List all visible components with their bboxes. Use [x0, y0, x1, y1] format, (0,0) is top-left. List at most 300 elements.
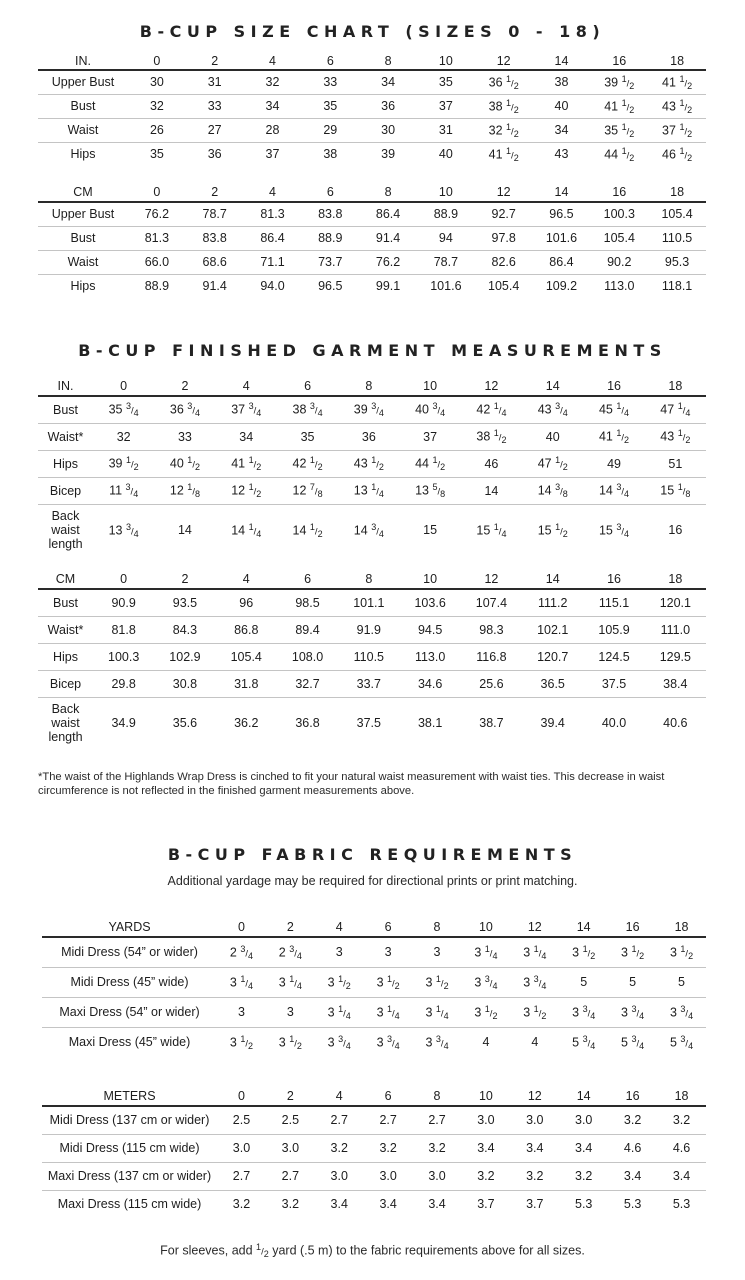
measurement-cell: 47 $^1/_4$	[645, 396, 706, 423]
row-label: Midi Dress (45” wide)	[42, 967, 217, 997]
size-header: 8	[413, 918, 462, 937]
measurement-cell: 16	[668, 523, 683, 538]
measurement-cell: 43 $^3/_4$	[522, 396, 583, 423]
size-header: 2	[154, 569, 215, 589]
measurement-cell: 90.2	[590, 250, 648, 274]
measurement-cell: 99.1	[375, 279, 401, 294]
size-header: 10	[461, 918, 510, 937]
finished-cm-table-header-row	[38, 569, 706, 589]
measurement-cell: 34	[244, 94, 302, 118]
measurement-cell: 3.4	[510, 1134, 559, 1162]
size-chart-cm-table	[38, 182, 706, 298]
size-header: 14	[559, 1087, 608, 1106]
measurement-cell: 30.8	[154, 670, 215, 697]
measurement-cell: 35 $^1/_2$	[590, 118, 648, 142]
size-header: 2	[266, 918, 315, 937]
measurement-cell: 76.2	[128, 202, 186, 226]
measurement-cell: 91.4	[359, 226, 417, 250]
measurement-cell: 91.9	[338, 616, 399, 643]
size-header: 2	[186, 182, 244, 202]
row-label: Waist	[38, 118, 128, 142]
measurement-cell: 3	[315, 937, 364, 967]
size-header: 10	[399, 569, 460, 589]
measurement-cell: 38.1	[417, 716, 443, 731]
row-label: Midi Dress (115 cm wide)	[42, 1134, 217, 1162]
fabric-yards-table-header-row	[42, 918, 706, 937]
measurement-cell: 90.9	[93, 589, 154, 616]
size-header: 4	[315, 1087, 364, 1106]
size-chart-inches-table	[38, 52, 706, 166]
table-row	[38, 274, 706, 298]
measurement-cell: 116.8	[461, 643, 522, 670]
measurement-cell: 3 $^1/_2$	[315, 967, 364, 997]
measurement-cell: 35.6	[172, 716, 198, 731]
measurement-cell: 13 $^1/_4$	[338, 477, 399, 504]
measurement-cell: 39 $^1/_2$	[93, 450, 154, 477]
measurement-cell: 35	[417, 70, 475, 94]
table-row	[38, 250, 706, 274]
measurement-cell: 15	[423, 523, 438, 538]
measurement-cell: 33	[301, 70, 359, 94]
table-row	[38, 643, 706, 670]
size-chart-cm-table-header-row	[38, 182, 706, 202]
table-row	[42, 1134, 706, 1162]
measurement-cell: 113.0	[604, 279, 635, 294]
size-header: 12	[461, 376, 522, 396]
measurement-cell: 41 $^1/_2$	[648, 70, 706, 94]
size-header: 0	[93, 569, 154, 589]
measurement-cell: 37 $^3/_4$	[216, 396, 277, 423]
table-row	[42, 1190, 706, 1218]
measurement-cell: 3 $^1/_2$	[657, 937, 706, 967]
measurement-cell: 3.4	[559, 1134, 608, 1162]
measurement-cell: 37.5	[356, 716, 381, 731]
row-label: Upper Bust	[38, 70, 128, 94]
measurement-cell: 35	[277, 423, 338, 450]
measurement-cell: 3.0	[266, 1134, 315, 1162]
measurement-cell: 49	[583, 450, 644, 477]
table-row	[42, 967, 706, 997]
table-row	[38, 697, 706, 749]
size-header: 0	[128, 52, 186, 70]
measurement-cell: 98.3	[461, 616, 522, 643]
measurement-cell: 66.0	[128, 250, 186, 274]
size-header: 16	[583, 569, 644, 589]
measurement-cell: 3.2	[461, 1162, 510, 1190]
row-label: Bust	[38, 589, 93, 616]
row-label: Bicep	[38, 670, 93, 697]
measurement-cell: 78.7	[186, 202, 244, 226]
measurement-cell: 40.0	[601, 716, 627, 731]
measurement-cell: 38 $^3/_4$	[277, 396, 338, 423]
size-header: 12	[461, 569, 522, 589]
row-label: Bicep	[38, 477, 93, 504]
measurement-cell: 3.2	[559, 1162, 608, 1190]
measurement-cell: 3 $^1/_4$	[461, 937, 510, 967]
size-header: 6	[364, 1087, 413, 1106]
row-label: Midi Dress (137 cm or wider)	[42, 1106, 217, 1134]
measurement-cell: 101.6	[533, 226, 591, 250]
measurement-cell: 3 $^1/_4$	[510, 937, 559, 967]
measurement-cell: 94	[417, 226, 475, 250]
measurement-cell: 32.7	[277, 670, 338, 697]
measurement-cell: 15 $^3/_4$	[598, 521, 630, 539]
measurement-cell: 36.2	[234, 716, 259, 731]
size-header: 6	[277, 376, 338, 396]
measurement-cell: 36.5	[522, 670, 583, 697]
unit-label: YARDS	[42, 918, 217, 937]
row-label: Maxi Dress (115 cm wide)	[57, 1197, 202, 1212]
row-label: Back waist length	[48, 509, 83, 552]
measurement-cell: 3.4	[461, 1134, 510, 1162]
finished-measurements-title: B-CUP FINISHED GARMENT MEASUREMENTS	[78, 341, 667, 360]
measurement-cell: 71.1	[244, 250, 302, 274]
measurement-cell: 102.9	[154, 643, 215, 670]
size-header: 14	[533, 182, 591, 202]
measurement-cell: 41 $^1/_2$	[488, 145, 519, 163]
measurement-cell: 86.8	[216, 616, 277, 643]
measurement-cell: 38 $^1/_2$	[475, 94, 533, 118]
measurement-cell: 100.3	[590, 202, 648, 226]
measurement-cell: 96.5	[318, 279, 343, 294]
measurement-cell: 3 $^1/_4$	[364, 997, 413, 1027]
measurement-cell: 92.7	[475, 202, 533, 226]
measurement-cell: 35 $^3/_4$	[93, 396, 154, 423]
sleeve-note: For sleeves, add $^1/_2$ yard (.5 m) to the fabric requirements above for all sizes.	[160, 1242, 585, 1259]
size-header: 14	[559, 918, 608, 937]
measurement-cell: 2.5	[266, 1106, 315, 1134]
measurement-cell: 45 $^1/_4$	[583, 396, 644, 423]
measurement-cell: 101.1	[338, 589, 399, 616]
measurement-cell: 36 $^3/_4$	[154, 396, 215, 423]
measurement-cell: 3 $^3/_4$	[461, 967, 510, 997]
measurement-cell: 32	[93, 423, 154, 450]
measurement-cell: 46	[461, 450, 522, 477]
measurement-cell: 11 $^3/_4$	[93, 477, 154, 504]
measurement-cell: 3 $^1/_2$	[413, 967, 462, 997]
measurement-cell: 37	[265, 147, 280, 162]
measurement-cell: 29.8	[93, 670, 154, 697]
measurement-cell: 78.7	[417, 250, 475, 274]
measurement-cell: 2.7	[315, 1106, 364, 1134]
row-label: Midi Dress (54” or wider)	[42, 937, 217, 967]
measurement-cell: 86.4	[359, 202, 417, 226]
size-header: 8	[338, 376, 399, 396]
measurement-cell: 3.2	[413, 1134, 462, 1162]
size-header: 8	[413, 1087, 462, 1106]
measurement-cell: 15 $^1/_8$	[645, 477, 706, 504]
row-label: Maxi Dress (45” wide)	[68, 1035, 191, 1050]
measurement-cell: 3 $^1/_2$	[608, 937, 657, 967]
row-label: Waist*	[38, 423, 93, 450]
measurement-cell: 41 $^1/_2$	[583, 423, 644, 450]
measurement-cell: 3 $^1/_2$	[510, 997, 559, 1027]
size-header: 10	[399, 376, 460, 396]
fabric-yards-table	[42, 918, 706, 1057]
measurement-cell: 4	[531, 1035, 539, 1050]
measurement-cell: 3.4	[428, 1197, 446, 1212]
table-row	[38, 670, 706, 697]
size-header: 16	[608, 1087, 657, 1106]
finished-inches-table	[38, 376, 706, 556]
measurement-cell: 14	[461, 477, 522, 504]
measurement-cell: 83.8	[301, 202, 359, 226]
measurement-cell: 14 $^3/_4$	[583, 477, 644, 504]
measurement-cell: 34	[359, 70, 417, 94]
row-label: Upper Bust	[38, 202, 128, 226]
measurement-cell: 101.6	[430, 279, 462, 294]
measurement-cell: 3.4	[379, 1197, 397, 1212]
measurement-cell: 3.2	[657, 1106, 706, 1134]
table-row	[42, 1162, 706, 1190]
measurement-cell: 3.2	[608, 1106, 657, 1134]
size-header: 6	[301, 52, 359, 70]
table-row	[42, 1106, 706, 1134]
measurement-cell: 3 $^3/_4$	[657, 997, 706, 1027]
measurement-cell: 31	[186, 70, 244, 94]
measurement-cell: 111.2	[522, 589, 583, 616]
measurement-cell: 129.5	[645, 643, 706, 670]
measurement-cell: 88.9	[417, 202, 475, 226]
measurement-cell: 3.0	[413, 1162, 462, 1190]
measurement-cell: 105.4	[216, 643, 277, 670]
measurement-cell: 3 $^1/_2$	[229, 1033, 254, 1051]
table-row	[38, 477, 706, 504]
table-row	[38, 142, 706, 166]
table-row	[38, 450, 706, 477]
measurement-cell: 95.3	[648, 250, 706, 274]
table-row	[38, 70, 706, 94]
row-label: Hips	[70, 279, 96, 294]
measurement-cell: 38.7	[479, 716, 504, 731]
measurement-cell: 96	[216, 589, 277, 616]
measurement-cell: 3.2	[232, 1197, 251, 1212]
size-header: 16	[583, 376, 644, 396]
measurement-cell: 42 $^1/_4$	[461, 396, 522, 423]
size-header: 18	[645, 376, 706, 396]
measurement-cell: 3 $^1/_2$	[278, 1033, 302, 1051]
measurement-cell: 3 $^1/_4$	[315, 997, 364, 1027]
measurement-cell: 43 $^1/_2$	[648, 94, 706, 118]
measurement-cell: 68.6	[186, 250, 244, 274]
measurement-cell: 124.5	[583, 643, 644, 670]
measurement-cell: 34.9	[111, 716, 136, 731]
measurement-cell: 32	[244, 70, 302, 94]
measurement-cell: 38.4	[645, 670, 706, 697]
measurement-cell: 14 $^3/_8$	[522, 477, 583, 504]
measurement-cell: 44 $^1/_2$	[399, 450, 460, 477]
measurement-cell: 39	[381, 147, 396, 162]
table-row	[38, 226, 706, 250]
measurement-cell: 3.7	[477, 1197, 495, 1212]
size-header: 4	[244, 182, 302, 202]
size-header: 6	[364, 918, 413, 937]
measurement-cell: 105.4	[648, 202, 706, 226]
measurement-cell: 81.3	[128, 226, 186, 250]
measurement-cell: 3.0	[217, 1134, 266, 1162]
measurement-cell: 2.5	[217, 1106, 266, 1134]
measurement-cell: 3 $^3/_4$	[376, 1033, 400, 1051]
measurement-cell: 4.6	[608, 1134, 657, 1162]
size-header: 0	[128, 182, 186, 202]
measurement-cell: 83.8	[186, 226, 244, 250]
measurement-cell: 40 $^3/_4$	[399, 396, 460, 423]
measurement-cell: 3.0	[510, 1106, 559, 1134]
measurement-cell: 3.4	[657, 1162, 706, 1190]
measurement-cell: 3	[266, 997, 315, 1027]
measurement-cell: 51	[645, 450, 706, 477]
measurement-cell: 3 $^1/_2$	[364, 967, 413, 997]
measurement-cell: 35	[301, 94, 359, 118]
size-header: 8	[359, 52, 417, 70]
measurement-cell: 14 $^1/_4$	[231, 521, 262, 539]
measurement-cell: 105.9	[583, 616, 644, 643]
measurement-cell: 40.6	[663, 716, 688, 731]
measurement-cell: 2.7	[364, 1106, 413, 1134]
measurement-cell: 15 $^1/_4$	[476, 521, 507, 539]
size-header: 4	[315, 918, 364, 937]
table-row	[42, 1027, 706, 1057]
measurement-cell: 39 $^1/_2$	[590, 70, 648, 94]
size-header: 14	[533, 52, 591, 70]
measurement-cell: 40	[522, 423, 583, 450]
measurement-cell: 108.0	[277, 643, 338, 670]
size-header: 10	[417, 182, 475, 202]
size-header: 4	[244, 52, 302, 70]
measurement-cell: 84.3	[154, 616, 215, 643]
fabric-requirements-subtitle: Additional yardage may be required for directional prints or print matching.	[167, 874, 578, 888]
measurement-cell: 34.6	[399, 670, 460, 697]
measurement-cell: 2 $^3/_4$	[266, 937, 315, 967]
size-header: 18	[657, 918, 706, 937]
measurement-cell: 91.4	[202, 279, 227, 294]
size-header: 4	[216, 569, 277, 589]
measurement-cell: 36	[207, 147, 222, 162]
measurement-cell: 5	[657, 967, 706, 997]
measurement-cell: 3.2	[364, 1134, 413, 1162]
size-header: 10	[417, 52, 475, 70]
measurement-cell: 29	[301, 118, 359, 142]
size-header: 2	[186, 52, 244, 70]
size-header: 18	[657, 1087, 706, 1106]
size-header: 0	[93, 376, 154, 396]
size-header: 16	[590, 182, 648, 202]
measurement-cell: 32 $^1/_2$	[475, 118, 533, 142]
size-header: 2	[154, 376, 215, 396]
row-label: Waist*	[38, 616, 93, 643]
table-row	[38, 616, 706, 643]
measurement-cell: 3 $^3/_4$	[608, 997, 657, 1027]
size-header: 6	[277, 569, 338, 589]
measurement-cell: 43 $^1/_2$	[645, 423, 706, 450]
row-label: Bust	[38, 94, 128, 118]
size-header: 0	[217, 918, 266, 937]
measurement-cell: 43	[554, 147, 569, 162]
measurement-cell: 3 $^3/_4$	[510, 967, 559, 997]
measurement-cell: 3.2	[281, 1197, 300, 1212]
measurement-cell: 2.7	[413, 1106, 462, 1134]
row-label: Hips	[38, 450, 93, 477]
measurement-cell: 82.6	[475, 250, 533, 274]
measurement-cell: 3.0	[461, 1106, 510, 1134]
measurement-cell: 33	[154, 423, 215, 450]
row-label: Back waist length	[48, 702, 83, 745]
measurement-cell: 3 $^3/_4$	[425, 1033, 449, 1051]
size-chart-inches-table-header-row	[38, 52, 706, 70]
row-label: Bust	[38, 226, 128, 250]
unit-label: CM	[38, 182, 128, 202]
measurement-cell: 89.4	[277, 616, 338, 643]
size-chart-title: B-CUP SIZE CHART (SIZES 0 - 18)	[139, 22, 606, 41]
size-header: 12	[475, 52, 533, 70]
measurement-cell: 120.7	[522, 643, 583, 670]
measurement-cell: 3	[217, 997, 266, 1027]
measurement-cell: 97.8	[475, 226, 533, 250]
measurement-cell: 3.0	[559, 1106, 608, 1134]
measurement-cell: 88.9	[144, 279, 170, 294]
size-header: 12	[475, 182, 533, 202]
measurement-cell: 38 $^1/_2$	[461, 423, 522, 450]
unit-label: IN.	[38, 52, 128, 70]
measurement-cell: 88.9	[301, 226, 359, 250]
measurement-cell: 12 $^7/_8$	[277, 477, 338, 504]
measurement-cell: 3 $^3/_4$	[327, 1033, 351, 1051]
measurement-cell: 4	[482, 1035, 490, 1050]
size-header: 14	[522, 376, 583, 396]
measurement-cell: 3	[413, 937, 462, 967]
measurement-cell: 34	[533, 118, 591, 142]
measurement-cell: 5.3	[575, 1197, 593, 1212]
row-label: Maxi Dress (137 cm or wider)	[42, 1162, 217, 1190]
measurement-cell: 86.4	[533, 250, 591, 274]
measurement-cell: 105.4	[488, 279, 520, 294]
table-row	[38, 94, 706, 118]
measurement-cell: 86.4	[244, 226, 302, 250]
measurement-cell: 36.8	[295, 716, 320, 731]
measurement-cell: 94.0	[260, 279, 285, 294]
row-label: Bust	[38, 396, 93, 423]
measurement-cell: 76.2	[359, 250, 417, 274]
measurement-cell: 46 $^1/_2$	[662, 145, 693, 163]
measurement-cell: 36	[359, 94, 417, 118]
measurement-cell: 81.3	[244, 202, 302, 226]
row-label: Maxi Dress (54” or wider)	[42, 997, 217, 1027]
table-row	[38, 589, 706, 616]
measurement-cell: 13 $^5/_8$	[399, 477, 460, 504]
measurement-cell: 3 $^3/_4$	[559, 997, 608, 1027]
measurement-cell: 3 $^1/_4$	[217, 967, 266, 997]
measurement-cell: 30	[128, 70, 186, 94]
table-row	[38, 396, 706, 423]
measurement-cell: 47 $^1/_2$	[522, 450, 583, 477]
measurement-cell: 40	[533, 94, 591, 118]
measurement-cell: 5 $^3/_4$	[621, 1033, 645, 1051]
measurement-cell: 3	[364, 937, 413, 967]
measurement-cell: 3.7	[526, 1197, 544, 1212]
fabric-requirements-title: B-CUP FABRIC REQUIREMENTS	[167, 845, 578, 864]
measurement-cell: 81.8	[93, 616, 154, 643]
measurement-cell: 12 $^1/_2$	[216, 477, 277, 504]
row-label: Hips	[38, 643, 93, 670]
measurement-cell: 13 $^3/_4$	[108, 521, 139, 539]
measurement-cell: 33.7	[338, 670, 399, 697]
size-header: 12	[510, 918, 559, 937]
measurement-cell: 12 $^1/_8$	[154, 477, 215, 504]
measurement-cell: 3 $^1/_2$	[461, 997, 510, 1027]
measurement-cell: 5	[559, 967, 608, 997]
measurement-cell: 42 $^1/_2$	[277, 450, 338, 477]
size-header: 4	[216, 376, 277, 396]
